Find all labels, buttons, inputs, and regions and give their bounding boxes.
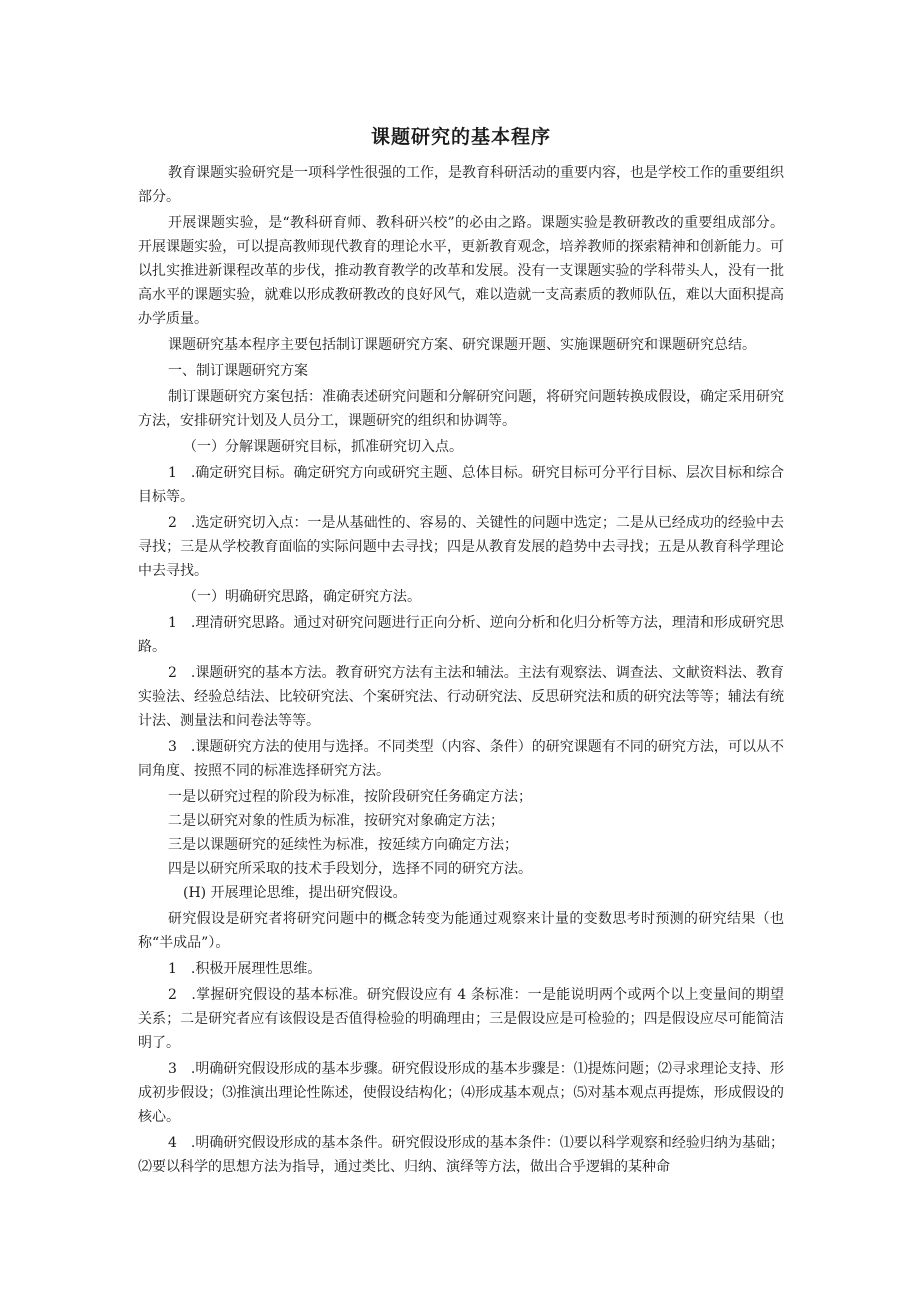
subsection-heading-2: （一）明确研究思路，确定研究方法。: [183, 589, 421, 605]
paragraph-hypothesis-definition: 研究假设是研究者将研究问题中的概念转变为能通过观察来计量的变数思考时预测的研究结果（也称“半成品”）。: [138, 911, 784, 951]
section-heading-1: 一、制订课题研究方案: [168, 363, 308, 379]
paragraph-intro: 教育课题实验研究是一项科学性很强的工作，是教育科研活动的重要内容，也是学校工作的重要组织部分。: [138, 165, 784, 205]
method-criterion: 一是以研究过程的阶段为标准，按阶段研究任务确定方法；: [168, 789, 532, 805]
list-item: 3 .明确研究假设形成的基本步骤。研究假设形成的基本步骤是：⑴提炼问题；⑵寻求理论支持、形成初步假设；⑶推演出理论性陈述，使假设结构化；⑷形成基本观点；⑸对基本观点再提炼，形成假设的核心。: [138, 1061, 784, 1125]
list-item: 4 .明确研究假设形成的基本条件。研究假设形成的基本条件：⑴要以科学观察和经验归纳为基础；⑵要以科学的思想方法为指导，通过类比、归纳、演绎等方法，做出合乎逻辑的某种命: [138, 1135, 784, 1175]
list-item: 1 .理清研究思路。通过对研究问题进行正向分析、逆向分析和化归分析等方法，理清和形成研究思路。: [138, 615, 784, 655]
method-criterion: 四是以研究所采取的技术手段划分，选择不同的研究方法。: [168, 861, 532, 877]
paragraph-plan-contents: 制订课题研究方案包括：准确表述研究问题和分解研究问题，将研究问题转换成假设，确定采用研究方法，安排研究计划及人员分工，课题研究的组织和协调等。: [138, 389, 784, 429]
list-item: 3 .课题研究方法的使用与选择。不同类型（内容、条件）的研究课题有不同的研究方法，可以从不同角度、按照不同的标准选择研究方法。: [138, 739, 784, 779]
method-criterion: 三是以课题研究的延续性为标准，按延续方向确定方法；: [168, 837, 518, 853]
method-criterion: 二是以研究对象的性质为标准，按研究对象确定方法；: [168, 813, 504, 829]
list-item: 2 .选定研究切入点：一是从基础性的、容易的、关键性的问题中选定；二是从已经成功的经验中去寻找；三是从学校教育面临的实际问题中去寻找；四是从教育发展的趋势中去寻找；五是从教育科学理论中去寻找。: [138, 515, 784, 579]
subsection-heading-1: （一）分解课题研究目标，抓准研究切入点。: [183, 439, 463, 455]
subsection-heading-3: (H) 开展理论思维，提出研究假设。: [183, 885, 407, 901]
list-item: 1 .确定研究目标。确定研究方向或研究主题、总体目标。研究目标可分平行目标、层次目标和综合目标等。: [138, 465, 784, 505]
list-item: 1 .积极开展理性思维。: [168, 961, 322, 977]
list-item: 2 .掌握研究假设的基本标准。研究假设应有 4 条标准：一是能说明两个或两个以上变量间的期望关系；二是研究者应有该假设是否值得检验的明确理由；三是假设应是可检验的；四是假设应尽可能简洁明了。: [138, 987, 784, 1051]
document-title: 课题研究的基本程序: [370, 126, 551, 148]
paragraph-procedure-overview: 课题研究基本程序主要包括制订课题研究方案、研究课题开题、实施课题研究和课题研究总结。: [168, 337, 756, 353]
document-page: [138, 122, 784, 1181]
list-item: 2 .课题研究的基本方法。教育研究方法有主法和辅法。主法有观察法、调查法、文献资料法、教育实验法、经验总结法、比较研究法、个案研究法、行动研究法、反思研究法和质的研究法等等；辅法有统计法、测量法和问卷法等等。: [138, 665, 784, 729]
paragraph-significance: 开展课题实验，是“教科研育师、教科研兴校”的必由之路。课题实验是教研教改的重要组成部分。开展课题实验，可以提高教师现代教育的理论水平，更新教育观念，培养教师的探索精神和创新能力。可以扎实推进新课程改革的步伐，推动教育教学的改革和发展。没有一支课题实验的学科带头人，没有一批高水平的课题实验，就难以形成教研教改的良好风气，难以造就一支高素质的教师队伍，难以大面积提高办学质量。: [138, 215, 784, 327]
